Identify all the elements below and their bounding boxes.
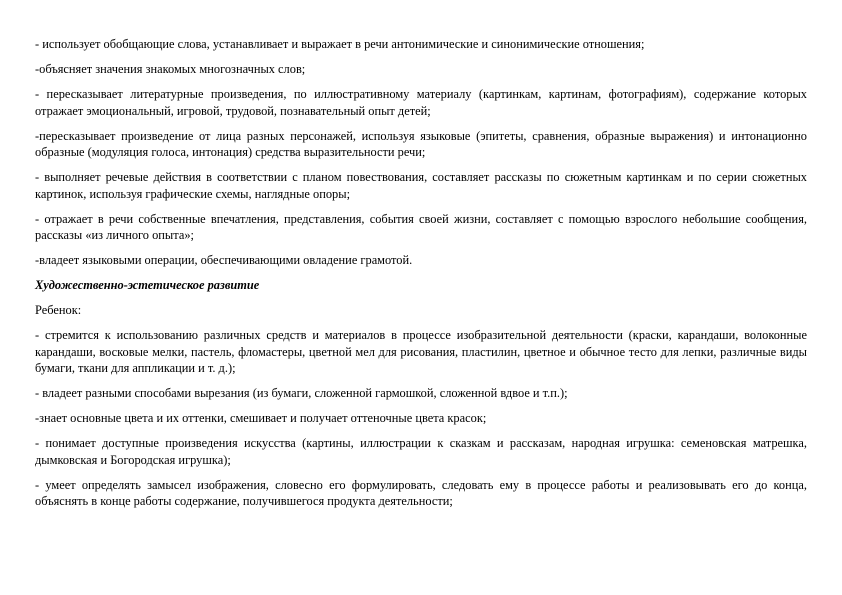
paragraph-art-materials: - стремится к использованию различных средств и материалов в процессе изобразительной деятельности (краски, карандаши, волоконные карандаши, восковые мелки, пастель, фломастеры, цветной мел для рисования, пластилин, цветное и обычное тесто для лепки, различные виды бумаги, ткани для аппликации и т. д.); bbox=[35, 328, 807, 375]
document-page bbox=[35, 36, 807, 518]
paragraph-generalizing-words: - использует обобщающие слова, устанавливает и выражает в речи антонимические и синонимические отношения; bbox=[35, 37, 645, 51]
paragraph-art-works: - понимает доступные произведения искусства (картины, иллюстрации к сказкам и рассказам, народная игрушка: семеновская матрешка, дымковская и Богородская игрушка); bbox=[35, 436, 807, 467]
paragraph-literacy-operations: -владеет языковыми операции, обеспечивающими овладение грамотой. bbox=[35, 253, 413, 267]
subject-label: Ребенок: bbox=[35, 303, 82, 317]
paragraph-speech-actions: - выполняет речевые действия в соответствии с планом повествования, составляет рассказы по сюжетным картинкам и по серии сюжетных картинок, используя графические схемы, наглядные опоры; bbox=[35, 170, 807, 201]
paragraph-design-intent: - умеет определять замысел изображения, словесно его формулировать, следовать ему в процессе работы и реализовывать его до конца, объяснять в конце работы содержание, получившегося продукта деятельности; bbox=[35, 477, 807, 508]
section-heading: Художественно-эстетическое развитие bbox=[35, 278, 260, 292]
paragraph-retelling-literature: - пересказывает литературные произведения, по иллюстративному материалу (картинкам, картинам, фотографиям), содержание которых отражает эмоциональный, игровой, трудовой, познавательный опыт детей; bbox=[35, 87, 807, 118]
paragraph-retelling-characters: -пересказывает произведение от лица разных персонажей, используя языковые (эпитеты, сравнения, образные выражения) и интонационно образные (модуляция голоса, интонация) средства выразительности речи; bbox=[35, 128, 807, 159]
paragraph-colors: -знает основные цвета и их оттенки, смешивает и получает оттеночные цвета красок; bbox=[35, 411, 487, 425]
paragraph-polysemous-words: -объясняет значения знакомых многозначных слов; bbox=[35, 62, 306, 76]
paragraph-cutting-methods: - владеет разными способами вырезания (из бумаги, сложенной гармошкой, сложенной вдвое и т.п.); bbox=[35, 386, 568, 400]
paragraph-personal-experience: - отражает в речи собственные впечатления, представления, события своей жизни, составляет с помощью взрослого небольшие сообщения, рассказы «из личного опыта»; bbox=[35, 211, 807, 242]
